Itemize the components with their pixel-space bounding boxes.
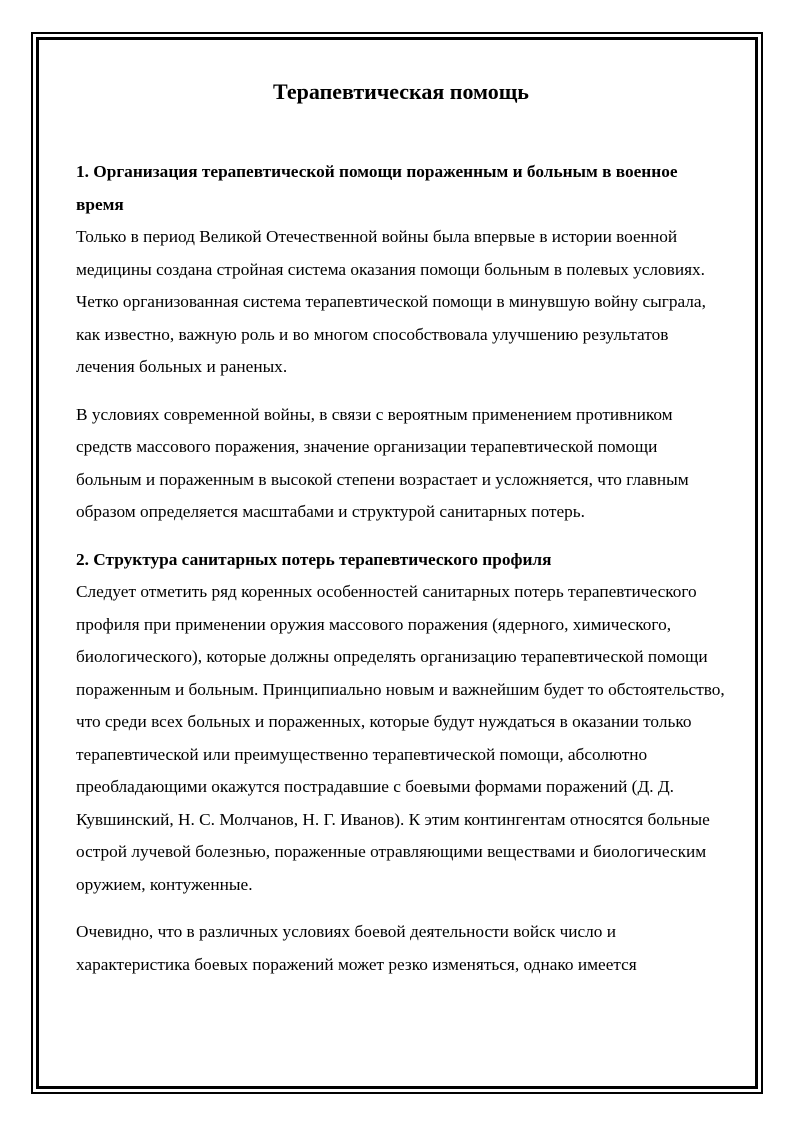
- section-2-paragraph-1: Следует отметить ряд коренных особенностей санитарных потерь терапевтического профиля при применении оружия массового поражения (ядерного, химического, биологического), которые должны определять организацию терапевтической помощи пораженным и больным. Принципиально новым и важнейшим будет то обстоятельство, что среди всех больных и пораженных, которые будут нуждаться в оказании только терапевтической или преимущественно терапевтической помощи, абсолютно преобладающими окажутся пострадавшие с боевыми формами поражений (Д. Д. Кувшинский, Н. С. Молчанов, Н. Г. Иванов). К этим контингентам относятся больные острой лучевой болезнью, пораженные отравляющими веществами и биологическим оружием, контуженные.: [76, 582, 725, 894]
- document-body: [76, 78, 726, 981]
- section-1-heading: 1. Организация терапевтической помощи пораженным и больным в военное время: [76, 162, 678, 214]
- section-1-paragraph-1: Только в период Великой Отечественной войны была впервые в истории военной медицины создана стройная система оказания помощи больным в полевых условиях. Четко организованная система терапевтической помощи в минувшую войну сыграла, как известно, важную роль и во многом способствовала улучшению результатов лечения больных и раненых.: [76, 227, 706, 376]
- page-title: Терапевтическая помощь: [273, 79, 529, 104]
- section-2-paragraph-2: Очевидно, что в различных условиях боевой деятельности войск число и характеристика боевых поражений может резко изменяться, однако имеется: [76, 922, 637, 974]
- section-2-heading: 2. Структура санитарных потерь терапевтического профиля: [76, 549, 552, 569]
- section-1-paragraph-2: В условиях современной войны, в связи с вероятным применением противником средств массового поражения, значение организации терапевтической помощи больным и пораженным в высокой степени возрастает и усложняется, что главным образом определяется масштабами и структурой санитарных потерь.: [76, 404, 689, 521]
